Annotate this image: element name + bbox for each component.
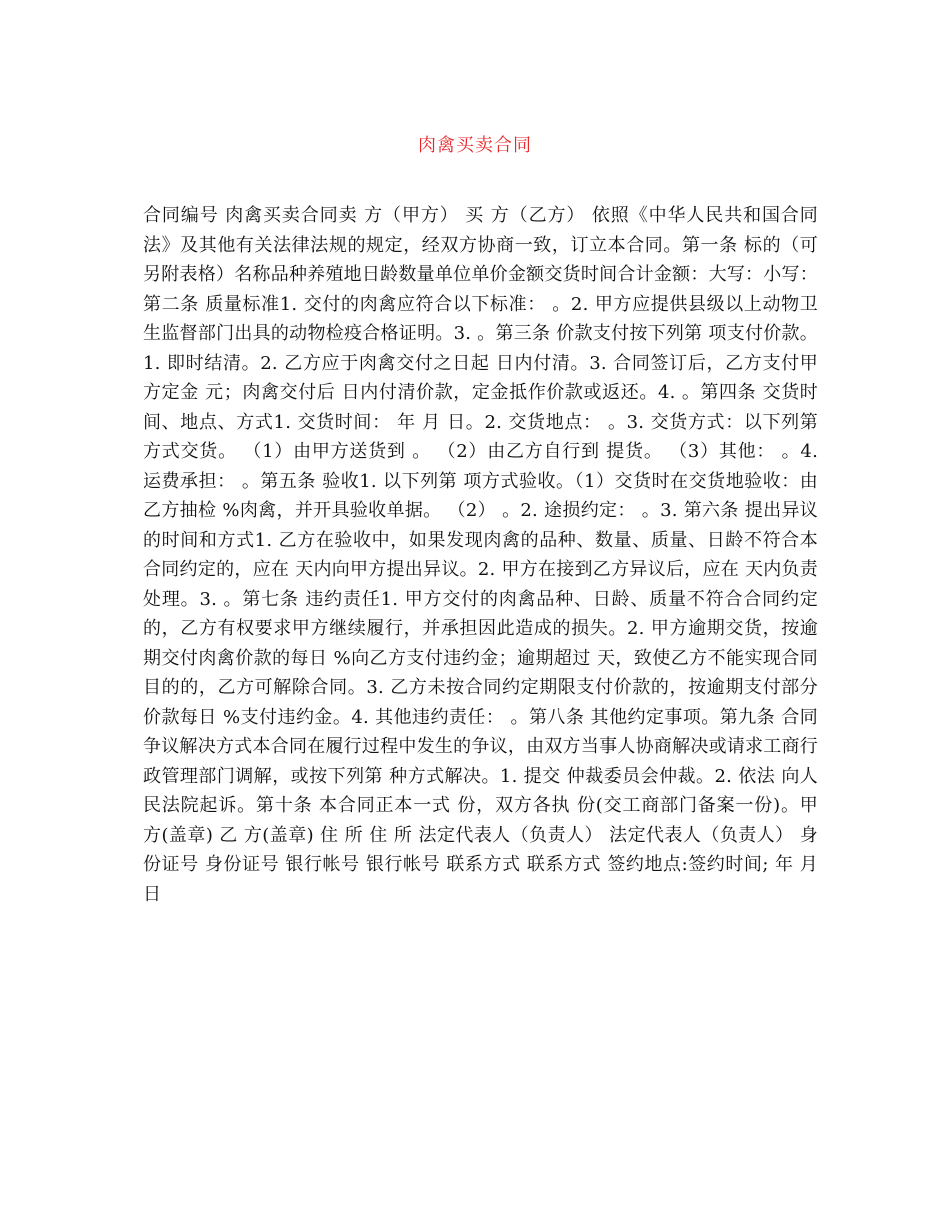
document-title: 肉禽买卖合同 xyxy=(418,135,532,156)
contract-body-text: 合同编号 肉禽买卖合同卖 方（甲方） 买 方（乙方） 依照《中华人民共和国合同法》及其他有关法律法规的规定，经双方协商一致，订立本合同。第一条 标的（可另附表格）名称品种养殖地日龄数量单位单价金额交货时间合计金额：大写：小写： 第二条 质量标准1. 交付的肉禽应符合以下标准： 。2. 甲方应提供县级以上动物卫生监督部门出具的动物检疫合格证明。3. 。第三条 价款支付按下列第 项支付价款。1. 即时结清。2. 乙方应于肉禽交付之日起 日内付清。3. 合同签订后，乙方支付甲方定金 元；肉禽交付后 日内付清价款，定金抵作价款或返还。4. 。第四条 交货时间、地点、方式1. 交货时间： 年 月 日。2. 交货地点： 。3. 交货方式：以下列第 方式交货。 （1）由甲方送货到 。 （2）由乙方自行到 提货。 （3）其他： 。4. 运费承担： 。第五条 验收1. 以下列第 项方式验收。（1）交货时在交货地验收：由乙方抽检 %肉禽，并开具验收单据。 （2） 。2. 途损约定： 。3. 第六条 提出异议的时间和方式1. 乙方在验收中，如果发现肉禽的品种、数量、质量、日龄不符合本合同约定的，应在 天内向甲方提出异议。2. 甲方在接到乙方异议后，应在 天内负责处理。3. 。第七条 违约责任1. 甲方交付的肉禽品种、日龄、质量不符合合同约定的，乙方有权要求甲方继续履行，并承担因此造成的损失。2. 甲方逾期交货，按逾期交付肉禽价款的每日 %向乙方支付违约金；逾期超过 天，致使乙方不能实现合同目的的，乙方可解除合同。3. 乙方未按合同约定期限支付价款的，按逾期支付部分价款每日 %支付违约金。4. 其他违约责任： 。第八条 其他约定事项。第九条 合同争议解决方式本合同在履行过程中发生的争议，由双方当事人协商解决或请求工商行政管理部门调解，或按下列第 种方式解决。1. 提交 仲裁委员会仲裁。2. 依法 向人民法院起诉。第十条 本合同正本一式 份，双方各执 份(交工商部门备案一份)。甲 方(盖章) 乙 方(盖章) 住 所 住 所 法定代表人（负责人） 法定代表人（负责人） 身份证号 身份证号 银行帐号 银行帐号 联系方式 联系方式 签约地点:签约时间; 年 月日 xyxy=(143,205,818,905)
